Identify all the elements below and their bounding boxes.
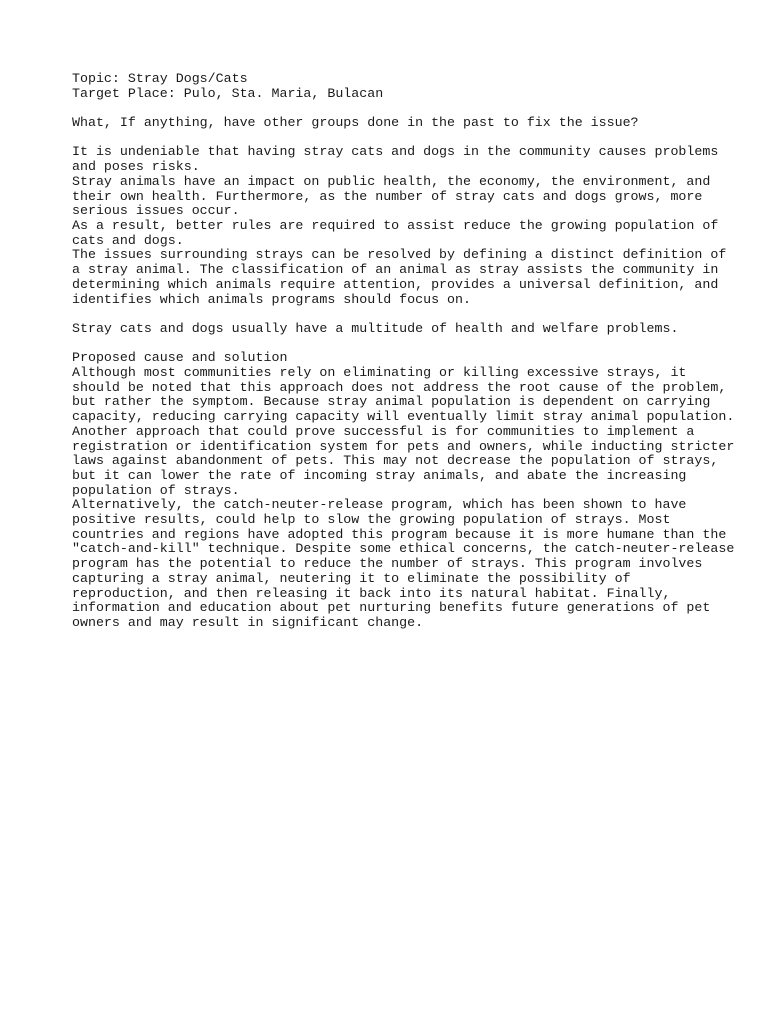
solution-line: program has the potential to reduce the number of strays. This program involves <box>72 556 703 572</box>
intro-paragraph <box>72 144 727 307</box>
intro-line: serious issues occur. <box>72 203 240 219</box>
intro-line: Stray animals have an impact on public health, the economy, the environment, and <box>72 173 711 189</box>
intro-line: and poses risks. <box>72 159 200 175</box>
solution-line: countries and regions have adopted this program because it is more humane than the <box>72 526 727 542</box>
solution-line: capturing a stray animal, neutering it to eliminate the possibility of <box>72 570 631 586</box>
intro-line: identifies which animals programs should focus on. <box>72 291 471 307</box>
solution-line: but it can lower the rate of incoming stray animals, and abate the increasing <box>72 467 687 483</box>
solution-paragraph <box>72 365 735 631</box>
spacer <box>72 101 722 116</box>
intro-line: The issues surrounding strays can be resolved by defining a distinct definition of <box>72 247 727 263</box>
intro-line: As a result, better rules are required to assist reduce the growing population of <box>72 218 719 233</box>
solution-line: positive results, could help to slow the growing population of strays. Most <box>72 512 671 528</box>
question-line: What, If anything, have other groups done in the past to fix the issue? <box>72 115 639 131</box>
target-place-line: Target Place: Pulo, Sta. Maria, Bulacan <box>72 85 384 101</box>
intro-line: It is undeniable that having stray cats and dogs in the community causes problems <box>72 144 719 160</box>
solution-line: owners and may result in significant change. <box>72 614 424 630</box>
intro-line: determining which animals require attention, provides a universal definition, and <box>72 276 719 292</box>
solution-line: registration or identification system for pets and owners, while inducting stricter <box>72 438 735 454</box>
document-page <box>72 71 735 631</box>
solution-line: "catch-and-kill" technique. Despite some ethical concerns, the catch-neuter-release <box>72 541 735 557</box>
intro-line: their own health. Furthermore, as the number of stray cats and dogs grows, more <box>72 188 703 204</box>
solution-line: should be noted that this approach does not address the root cause of the problem, <box>72 379 727 395</box>
solution-line: reproduction, and then releasing it back into its natural habitat. Finally, <box>72 585 671 601</box>
solution-line: laws against abandonment of pets. This may not decrease the population of strays, <box>72 453 719 469</box>
solution-line: capacity, reducing carrying capacity will eventually limit stray animal population. <box>72 409 735 425</box>
spacer <box>72 337 722 352</box>
intro-line: cats and dogs. <box>72 232 184 248</box>
solution-line: but rather the symptom. Because stray animal population is dependent on carrying <box>72 394 711 410</box>
health-statement: Stray cats and dogs usually have a multitude of health and welfare problems. <box>72 320 679 336</box>
solution-line: information and education about pet nurturing benefits future generations of pet <box>72 600 711 616</box>
solution-line: population of strays. <box>72 482 240 498</box>
spacer <box>72 131 722 146</box>
solution-line: Another approach that could prove successful is for communities to implement a <box>72 423 695 439</box>
solution-line: Although most communities rely on eliminating or killing excessive strays, it <box>72 365 687 380</box>
solution-line: Alternatively, the catch-neuter-release program, which has been shown to have <box>72 497 687 513</box>
topic-line: Topic: Stray Dogs/Cats <box>72 71 248 86</box>
intro-line: a stray animal. The classification of an animal as stray assists the community in <box>72 262 719 278</box>
solution-heading: Proposed cause and solution <box>72 350 288 366</box>
spacer <box>72 307 722 322</box>
